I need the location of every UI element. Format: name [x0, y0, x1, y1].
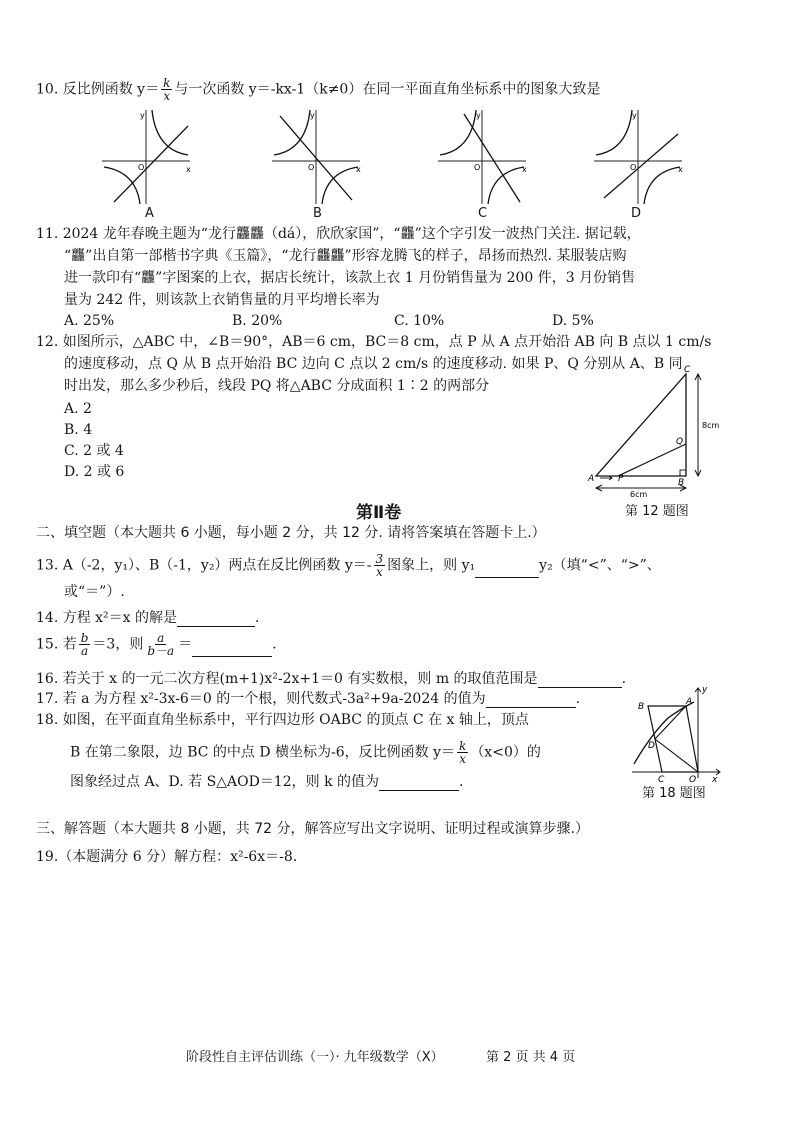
q18-line-2: B 在第二象限，边 BC 的中点 D 横坐标为-6，反比例函数 y＝ $\frac{k}{x}$ （x<0）的: [70, 739, 541, 766]
q10-label-b: B: [313, 206, 322, 221]
svg-text:6cm: 6cm: [630, 490, 648, 499]
q11-option-a: A. 25%: [64, 313, 115, 329]
svg-text:y: y: [476, 111, 481, 120]
svg-text:y: y: [140, 111, 145, 120]
svg-text:D: D: [648, 741, 655, 751]
q10-graph-a: [100, 106, 192, 206]
q11-option-d: D. 5%: [552, 313, 594, 329]
svg-text:P: P: [618, 474, 624, 484]
q11-line-3: 进一款印有“龘”字图案的上衣，据店长统计，该款上衣 1 月份销售量为 200 件，3 月份销售: [64, 270, 636, 286]
q13-line-1: 13. A（-2，y₁）、B（-1，y₂）两点在反比例函数 y＝- $\frac{3}{x}$ 图象上，则 y₁ y₂（填“<”、“>”、: [36, 552, 661, 579]
q10-fraction: $\frac{k}{x}$: [163, 76, 171, 103]
svg-text:A: A: [588, 474, 595, 484]
part2-title: 第Ⅱ卷: [356, 503, 402, 523]
q12-line-3: 时出发，那么多少秒后，线段 PQ 将△ABC 分成面积 1∶2 的两部分: [64, 378, 490, 394]
q11-line-1: 11. 2024 龙年春晚主题为“龙行龘龘（dá），欣欣家国”，“龘”这个字引发一波热门关注. 据记载，: [36, 226, 641, 242]
q13-answer-blank[interactable]: [475, 563, 539, 578]
q10-graph-c: [436, 106, 528, 206]
svg-text:8cm: 8cm: [702, 421, 720, 430]
svg-text:Q: Q: [676, 437, 684, 447]
q18-caption: 第 18 题图: [642, 786, 706, 801]
q17-answer-blank[interactable]: [486, 693, 576, 708]
q10-label-a: A: [145, 206, 154, 221]
q10-label-c: C: [478, 206, 488, 221]
svg-text:A: A: [686, 697, 693, 707]
q10-stem: 10. 反比例函数 y＝ $\frac{k}{x}$ 与一次函数 y＝-kx-1（k≠0）在同一平面直角坐标系中的图象大致是: [36, 76, 601, 103]
svg-text:O: O: [308, 163, 315, 172]
q15-line: 15. 若 $\frac{b}{a}$ ＝3，则 $\frac{a}{b-a}$ ＝ .: [36, 631, 277, 658]
svg-text:C: C: [658, 775, 665, 785]
q11-option-c: C. 10%: [394, 313, 445, 329]
q12-triangle-figure: [588, 364, 728, 499]
q18-answer-blank[interactable]: [379, 776, 459, 791]
svg-text:O: O: [689, 775, 697, 785]
q18-parallelogram-figure: [628, 684, 724, 785]
q11-line-2: “龘”出自第一部楷书字典《玉篇》，“龙行龘龘”形容龙腾飞的样子，昂扬而热烈. 某服装店购: [64, 248, 627, 264]
q13-line-2: 或“＝”）.: [64, 584, 125, 600]
q12-line-2: 的速度移动，点 Q 从 B 点开始沿 BC 边向 C 点以 2 cm/s 的速度移动. 如果 P、Q 分别从 A、B 同: [64, 356, 683, 372]
q17-line: 17. 若 a 为方程 x²-3x-6＝0 的一个根，则代数式-3a²+9a-2024 的值为 .: [36, 691, 581, 707]
svg-text:O: O: [138, 163, 145, 172]
svg-text:y: y: [632, 111, 637, 120]
q11-line-4: 量为 242 件，则该款上衣销售量的月平均增长率为: [64, 292, 380, 308]
svg-text:C: C: [684, 365, 691, 375]
q18-line-1: 18. 如图，在平面直角坐标系中，平行四边形 OABC 的顶点 C 在 x 轴上，顶点: [36, 712, 529, 728]
q10-graph-b: [270, 106, 362, 206]
svg-text:x: x: [186, 165, 191, 174]
footer-page-number: 第 2 页 共 4 页: [486, 1050, 576, 1065]
q12-option-b: B. 4: [64, 422, 93, 438]
footer-exam-title: 阶段性自主评估训练（一）· 九年级数学（X）: [186, 1050, 444, 1065]
q11-option-b: B. 20%: [232, 313, 283, 329]
q12-line-1: 12. 如图所示，△ABC 中，∠B＝90°，AB＝6 cm，BC＝8 cm，点 P 从 A 点开始沿 AB 向 B 点以 1 cm/s: [36, 334, 712, 350]
section3-heading: 三、解答题（本大题共 8 小题，共 72 分，解答应写出文字说明、证明过程或演算步骤.）: [36, 821, 589, 837]
q12-option-c: C. 2 或 4: [64, 443, 124, 459]
q14-answer-blank[interactable]: [177, 612, 255, 627]
q12-caption: 第 12 题图: [625, 504, 689, 519]
q10-label-d: D: [631, 206, 642, 221]
svg-text:y: y: [310, 111, 315, 120]
svg-text:O: O: [474, 163, 481, 172]
svg-text:x: x: [712, 775, 718, 785]
svg-text:x: x: [678, 165, 683, 174]
svg-text:x: x: [356, 165, 361, 174]
q15-answer-blank[interactable]: [192, 642, 272, 657]
q10-graph-d: [592, 106, 684, 206]
q16-line: 16. 若关于 x 的一元二次方程(m+1)x²-2x+1＝0 有实数根，则 m 的取值范围是 .: [36, 671, 627, 687]
svg-text:B: B: [678, 478, 685, 488]
q12-option-d: D. 2 或 6: [64, 464, 125, 480]
svg-text:B: B: [638, 702, 645, 712]
q14-line: 14. 方程 x²＝x 的解是 .: [36, 610, 260, 626]
section2-heading: 二、填空题（本大题共 6 小题，每小题 2 分，共 12 分. 请将答案填在答题卡上.）: [36, 525, 546, 541]
svg-text:O: O: [630, 163, 637, 172]
svg-text:x: x: [522, 165, 527, 174]
q18-line-3: 图象经过点 A、D. 若 S△AOD＝12，则 k 的值为 .: [70, 774, 464, 790]
q19-line: 19.（本题满分 6 分）解方程：x²-6x＝-8.: [36, 849, 298, 865]
q12-option-a: A. 2: [64, 401, 92, 417]
svg-text:y: y: [702, 685, 708, 695]
q16-answer-blank[interactable]: [538, 673, 622, 688]
